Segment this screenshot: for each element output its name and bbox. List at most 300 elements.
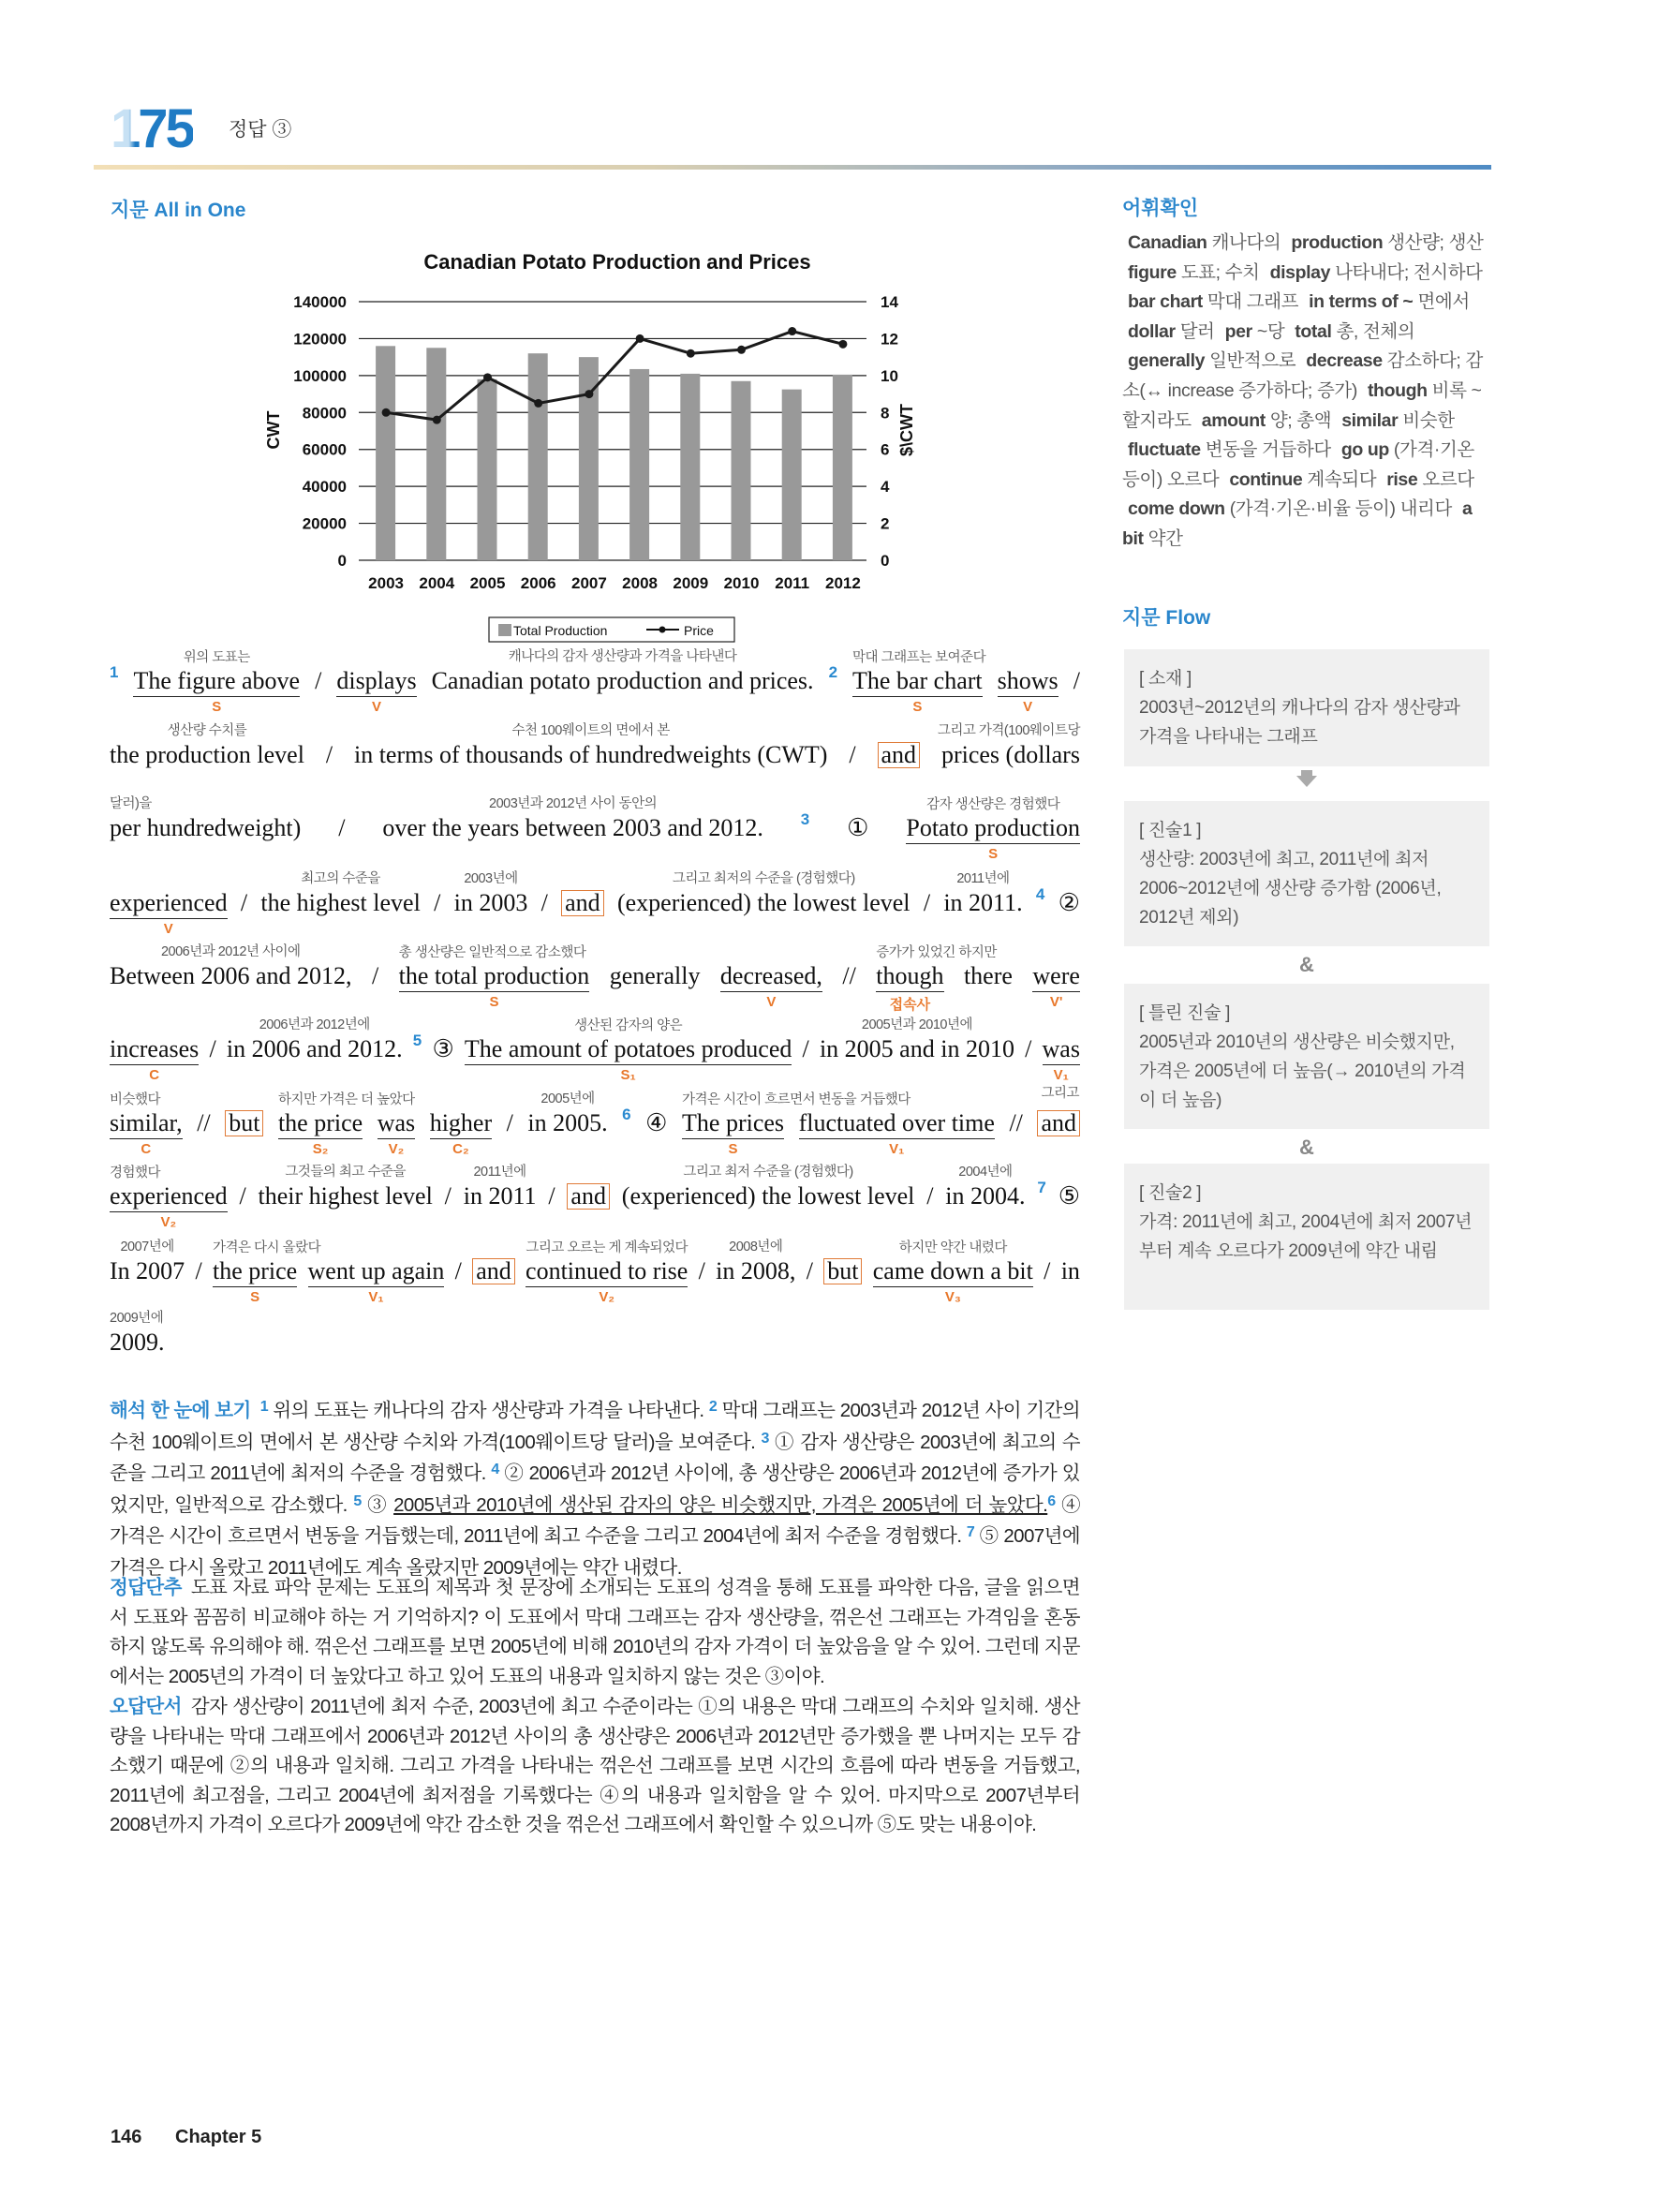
down-arrow-icon xyxy=(1296,776,1317,787)
gloss: 증가가 있었긴 하지만 xyxy=(876,945,997,960)
phrase: / xyxy=(698,1257,705,1284)
phrase: increases C xyxy=(110,1035,200,1083)
vocab-meaning: 일반적으로 xyxy=(1209,350,1296,372)
legend-bar-swatch xyxy=(498,624,511,636)
phrase: In 2007 2007년에 xyxy=(110,1257,185,1285)
phrase: decreased, V xyxy=(719,962,822,1010)
vocab-meaning: 양; 총액 xyxy=(1269,409,1332,431)
phrase: // xyxy=(842,962,856,989)
phrase: / xyxy=(338,814,346,841)
phrase: // xyxy=(1009,1109,1023,1136)
x-tick-label: 2012 xyxy=(824,574,861,592)
potato-chart xyxy=(0,234,1030,665)
gloss: 2003년과 2012년 사이 동안의 xyxy=(489,796,658,811)
passage-line xyxy=(110,1086,1080,1157)
gloss: 2011년에 xyxy=(956,871,1010,886)
phrase: came down a bit 하지만 약간 내렸다 V₃ xyxy=(873,1257,1033,1287)
conjunction-box: but xyxy=(225,1110,263,1136)
grammar-label: S xyxy=(912,699,923,715)
translation-label: 해석 한 눈에 보기 xyxy=(110,1400,251,1421)
phrase: in 2003 2003년에 xyxy=(454,889,528,917)
answer-label: 정답 ③ xyxy=(229,119,292,141)
gloss: 최고의 수준을 xyxy=(301,871,380,886)
wrong-answers-label: 오답단서 xyxy=(110,1696,182,1717)
x-tick-label: 2003 xyxy=(368,574,405,592)
gloss: 생산된 감자의 양은 xyxy=(574,1018,683,1033)
vocab-word: rise xyxy=(1386,468,1418,490)
passage-line xyxy=(110,1017,1080,1083)
passage-line xyxy=(110,944,1080,1013)
phrase: / xyxy=(209,1035,216,1062)
grammar-label: S₁ xyxy=(620,1067,636,1083)
header-divider xyxy=(94,165,1491,170)
vocab-word: go up xyxy=(1340,439,1389,461)
grammar-label: S xyxy=(728,1141,738,1157)
phrase: / xyxy=(849,741,856,768)
y2-tick-label: 8 xyxy=(881,404,890,423)
phrase: ① xyxy=(847,814,869,841)
vocab-meaning: 총, 전체의 xyxy=(1336,320,1415,342)
phrase: in 2006 and 2012. 2006년과 2012년에 xyxy=(227,1035,403,1063)
y2-tick-label: 10 xyxy=(881,366,898,385)
y-tick-label: 40000 xyxy=(302,478,347,497)
flow-box xyxy=(1124,649,1489,766)
conjunction-box: and xyxy=(878,742,921,768)
phrase: / xyxy=(325,741,333,768)
phrase: the highest level 최고의 수준을 xyxy=(260,889,420,917)
conjunction-box: but xyxy=(823,1258,862,1284)
flow-box-body: 2003년~2012년의 캐나다의 감자 생산량과 가격을 나타내는 그래프 xyxy=(1139,698,1460,747)
phrase: / xyxy=(506,1109,513,1136)
vocab-meaning: 나타내다; 전시하다 xyxy=(1335,261,1483,283)
gloss: 2004년에 xyxy=(958,1165,1013,1180)
grammar-label: S xyxy=(212,699,222,715)
grammar-label: V₂ xyxy=(160,1214,177,1230)
phrase: (experienced) the lowest level 그리고 최저 수준을 (경험했다) xyxy=(622,1182,915,1210)
y-tick-label: 140000 xyxy=(293,293,347,311)
flow-connector: & xyxy=(1299,1136,1314,1159)
y2-tick-label: 4 xyxy=(881,478,890,497)
phrase: 2009. 2009년에 xyxy=(110,1329,165,1357)
translation-text: ① 감자 생산량은 2003년에 최고의 수준을 그리고 2011년에 최저의 수준을 경험했다. xyxy=(110,1431,1080,1485)
phrase: The bar chart 막대 그래프는 보여준다 S xyxy=(852,667,983,697)
phrase: the production level 생산량 수치를 xyxy=(110,741,304,769)
vocab-word: bar chart xyxy=(1128,291,1203,313)
phrase: though 증가가 있었긴 하지만 접속사 xyxy=(876,962,943,992)
phrase: experienced 경험했다 V₂ xyxy=(110,1182,228,1212)
vocab-word: total xyxy=(1295,320,1332,342)
bar-total-production xyxy=(680,374,700,560)
legend-label-production: Total Production xyxy=(513,623,608,638)
phrase: / xyxy=(548,1182,555,1210)
passage-line xyxy=(110,796,1080,862)
conjunction-box: and 그리고 xyxy=(1037,1110,1080,1136)
phrase: in 2011. 2011년에 xyxy=(943,889,1022,917)
phrase: in 2005 and in 2010 2005년과 2010년에 xyxy=(820,1035,1014,1063)
sentence-number: 3 xyxy=(800,810,810,828)
grammar-label: S₂ xyxy=(312,1141,329,1157)
sentence-number: 1 xyxy=(110,663,119,681)
vocab-meaning: ~당 xyxy=(1256,320,1285,342)
gloss: 그리고 오르는 게 계속되었다 xyxy=(526,1240,688,1255)
x-tick-label: 2010 xyxy=(723,574,760,592)
gloss: 2007년에 xyxy=(120,1240,174,1254)
x-tick-label: 2005 xyxy=(469,574,506,592)
vocab-title: 어휘확인 xyxy=(1122,198,1199,219)
vocab-meaning: 도표; 수치 xyxy=(1180,261,1260,283)
phrase: Between 2006 and 2012, 2006년과 2012년 사이에 xyxy=(110,962,352,990)
phrase: in xyxy=(1060,1257,1080,1284)
sentence-number: 6 xyxy=(1047,1492,1056,1509)
grammar-label: C xyxy=(149,1067,160,1083)
bar-total-production xyxy=(732,381,751,560)
translation-text: 위의 도표는 캐나다의 감자 생산량과 가격을 나타낸다. xyxy=(268,1400,709,1421)
sentence-number: 4 xyxy=(1035,885,1045,903)
price-point xyxy=(788,327,796,335)
gloss: 경험했다 xyxy=(110,1165,161,1180)
phrase: / xyxy=(315,667,322,694)
y-tick-label: 0 xyxy=(337,552,347,570)
phrase: were V' xyxy=(1032,962,1080,1010)
y2-tick-label: 12 xyxy=(881,330,898,349)
gloss: 총 생산량은 일반적으로 감소했다 xyxy=(398,945,586,960)
vocab-meaning: 달러 xyxy=(1179,320,1215,342)
phrase: went up again V₁ xyxy=(307,1257,445,1305)
vocab-meaning: 비록 ~할지라도 xyxy=(1122,379,1482,431)
vocab-meaning: 비슷한 xyxy=(1402,409,1455,431)
phrase: in 2011 2011년에 xyxy=(464,1182,537,1210)
bar-total-production xyxy=(629,369,649,560)
x-tick-label: 2007 xyxy=(570,574,607,592)
phrase: // xyxy=(197,1109,211,1136)
translation-text: 막대 그래프는 2003년과 2012년 사이 기간의 수천 100웨이트의 면에서 본 생산량 수치와 가격(100웨이트당 달러)을 보여준다. xyxy=(110,1400,1080,1453)
x-tick-label: 2009 xyxy=(673,574,709,592)
phrase: ⑤ xyxy=(1058,1182,1080,1210)
phrase: their highest level 그것들의 최고 수준을 xyxy=(259,1182,433,1210)
gloss: 비슷했다 xyxy=(110,1092,161,1107)
wrong-answers-text: 감자 생산량이 2011년에 최저 수준, 2003년에 최고 수준이라는 ①의 내용은 막대 그래프의 수치와 일치해. 생산량을 나타내는 막대 그래프에서 2006년과 2012년 사이의 총 생산량은 2006년과 2012년만 증가했을 뿐 나머지는 모두 감소했기 때문에 ②의 내용과 일치해. 그리고 가격을 나타내는 꺾은선 그래프를 보면 시간의 흐름에 따라 변동을 거듭했고, 2011년에 최고점을, 그리고 2004년에 최저점을 기록했다는 ④의 내용과 일치함을 알 수 있어. 마지막으로 2007년부터 2008년까지 가격이 오르다가 2009년에 약간 감소한 것을 꺾은선 그래프에서 확인할 수 있으니까 ⑤도 맞는 내용이야. xyxy=(110,1696,1080,1836)
price-point xyxy=(585,390,593,398)
sentence-number: 5 xyxy=(353,1492,362,1509)
conjunction-box: and xyxy=(561,890,604,916)
flow-connector: & xyxy=(1299,953,1314,976)
grammar-label: V₁ xyxy=(889,1141,905,1157)
vocab-word: generally xyxy=(1128,350,1206,372)
phrase: the total production 총 생산량은 일반적으로 감소했다 S xyxy=(399,962,590,992)
phrase: the price 가격은 다시 올랐다 S xyxy=(213,1257,297,1287)
grammar-label: 접속사 xyxy=(889,997,931,1013)
phrase: ② xyxy=(1058,889,1080,916)
price-point xyxy=(382,408,391,417)
vocab-meaning: (가격·기온·비율 등이) 내리다 xyxy=(1229,498,1452,520)
vocab-word: in terms of ~ xyxy=(1309,291,1414,313)
vocab-word: display xyxy=(1269,261,1331,283)
gloss: 2006년과 2012년에 xyxy=(259,1017,370,1032)
sentence-number: 7 xyxy=(966,1524,975,1541)
passage-line xyxy=(110,871,1080,937)
phrase: / xyxy=(802,1035,809,1062)
bar-total-production xyxy=(376,346,395,560)
vocab-meaning: 면에서 xyxy=(1417,291,1470,313)
passage-line xyxy=(110,1240,1080,1305)
legend-point-swatch xyxy=(659,627,666,633)
vocab-word: dollar xyxy=(1128,320,1176,342)
section-title: 지문 All in One xyxy=(111,200,246,221)
phrase: in 2005. 2005년에 xyxy=(527,1109,607,1137)
gloss: 2009년에 xyxy=(110,1311,164,1326)
price-point xyxy=(687,349,695,358)
passage-line xyxy=(110,723,1080,769)
legend-label-price: Price xyxy=(684,623,714,638)
gloss: 감자 생산량은 경험했다 xyxy=(926,797,1060,812)
gloss: 캐나다의 감자 생산량과 가격을 나타낸다 xyxy=(508,649,737,664)
phrase: continued to rise 그리고 오르는 게 계속되었다 V₂ xyxy=(526,1257,688,1287)
grammar-label: V xyxy=(163,921,173,937)
vocab-word: continue xyxy=(1229,468,1303,490)
y-tick-label: 120000 xyxy=(293,330,347,349)
y2-axis-label: $\CWT xyxy=(897,404,916,456)
answer-key-text: 도표 자료 파악 문제는 도표의 제목과 첫 문장에 소개되는 도표의 성격을 통해 도표를 파악한 다음, 글을 읽으면서 도표와 꼼꼼히 비교해야 하는 거 기억하지? 이 도표에서 막대 그래프는 감자 생산량을, 꺾은선 그래프는 가격임을 혼동하지 않도록 유의해야 해. 꺾은선 그래프를 보면 2005년에 비해 2010년의 감자 가격이 더 높았음을 알 수 있어. 그런데 지문에서는 2005년의 가격이 더 높았다고 하고 있어 도표의 내용과 일치하지 않는 것은 ③이야. xyxy=(110,1577,1080,1687)
sentence-number: 2 xyxy=(708,1399,718,1415)
gloss: 그리고 xyxy=(1041,1086,1079,1101)
phrase: was V₁ xyxy=(1042,1035,1080,1083)
bar-total-production xyxy=(528,353,548,560)
phrase: The prices 가격은 시간이 흐르면서 변동을 거듭했다 S xyxy=(682,1109,784,1139)
phrase: / xyxy=(454,1257,462,1284)
y2-tick-label: 14 xyxy=(881,293,898,311)
gloss: 하지만 약간 내렸다 xyxy=(898,1240,1007,1255)
grammar-label: V₁ xyxy=(1053,1067,1069,1083)
vocab-word: similar xyxy=(1341,409,1399,431)
bar-total-production xyxy=(782,390,802,560)
price-point xyxy=(737,346,746,354)
translation-text: ③ xyxy=(361,1493,394,1516)
y-tick-label: 80000 xyxy=(302,404,347,423)
grammar-label: S xyxy=(489,994,499,1010)
vocab-word: per xyxy=(1224,320,1252,342)
price-point xyxy=(534,399,542,408)
vocab-meaning: 캐나다의 xyxy=(1211,232,1281,253)
grammar-label: V xyxy=(371,699,381,715)
phrase: The figure above 위의 도표는 S xyxy=(133,667,300,697)
gloss: 위의 도표는 xyxy=(183,650,250,665)
flow-box-heading: [ 진술1 ] xyxy=(1139,821,1202,840)
passage-line xyxy=(110,1311,1080,1357)
flow-title: 지문 Flow xyxy=(1122,607,1211,629)
vocab-meaning: 오르다 xyxy=(1422,468,1474,490)
x-tick-label: 2006 xyxy=(520,574,556,592)
vocab-word: a bit xyxy=(1122,498,1473,549)
vocab-word: decrease xyxy=(1306,350,1383,372)
sentence-number: 4 xyxy=(491,1462,499,1478)
phrase: higher C₂ xyxy=(429,1109,493,1157)
vocab-word: come down xyxy=(1128,498,1225,520)
phrase: generally xyxy=(609,962,701,989)
y-tick-label: 20000 xyxy=(302,514,347,533)
x-tick-label: 2011 xyxy=(775,574,810,592)
phrase: / xyxy=(1044,1257,1051,1284)
sentence-number: 3 xyxy=(761,1430,769,1447)
vocab-word: fluctuate xyxy=(1128,439,1201,461)
phrase: displays V xyxy=(336,667,417,715)
phrase: in 2008, 2008년에 xyxy=(716,1257,795,1285)
y2-tick-label: 2 xyxy=(881,514,890,533)
gloss: 2008년에 xyxy=(729,1240,783,1254)
vocab-list xyxy=(1122,229,1489,555)
grammar-label: C xyxy=(141,1141,152,1157)
phrase: ③ xyxy=(432,1035,454,1062)
flow-box-heading: [ 소재 ] xyxy=(1139,669,1192,689)
phrase: the price 하지만 가격은 더 높았다 S₂ xyxy=(278,1109,363,1139)
flow-box-heading: [ 진술2 ] xyxy=(1139,1183,1202,1203)
bar-total-production xyxy=(478,379,497,560)
phrase: / xyxy=(806,1257,813,1284)
flow-box-body: 생산량: 2003년에 최고, 2011년에 최저 2006~2012년에 생산량 증가함 (2006년, 2012년 제외) xyxy=(1139,850,1442,928)
flow-box xyxy=(1124,801,1489,946)
sentence-number: 6 xyxy=(622,1106,631,1123)
phrase: prices (dollars 그리고 가격(100웨이트당 xyxy=(941,741,1080,769)
question-number: 175 xyxy=(111,98,193,159)
phrase: / xyxy=(195,1257,202,1284)
vocab-meaning: 막대 그래프 xyxy=(1207,291,1299,313)
passage-line xyxy=(110,1165,1080,1230)
phrase: / xyxy=(1073,667,1080,694)
chart-title: Canadian Potato Production and Prices xyxy=(423,250,811,274)
phrase: ④ xyxy=(645,1109,668,1136)
passage-line xyxy=(110,649,1080,715)
flow-box-heading: [ 틀린 진술 ] xyxy=(1139,1003,1231,1023)
translation-underlined: 2005년과 2010년에 생산된 감자의 양은 비슷했지만, 가격은 2005년에 더 높았다. xyxy=(393,1493,1048,1516)
y-axis-label: CWT xyxy=(264,410,283,450)
phrase: / xyxy=(239,1182,246,1210)
flow-box-body: 가격: 2011년에 최고, 2004년에 최저 2007년부터 계속 오르다가 2009년에 약간 내림 xyxy=(1139,1212,1473,1261)
gloss: 생산량 수치를 xyxy=(167,723,247,738)
phrase: Canadian potato production and prices. 캐나다의 감자 생산량과 가격을 나타낸다 xyxy=(432,667,814,695)
sentence-number: 1 xyxy=(259,1399,268,1415)
gloss: 하지만 가격은 더 높았다 xyxy=(277,1092,415,1107)
vocab-meaning: (가격·기온 등이) 오르다 xyxy=(1122,439,1474,490)
phrase: / xyxy=(540,889,548,916)
gloss: 그것들의 최고 수준을 xyxy=(285,1165,406,1180)
bar-total-production xyxy=(426,348,446,560)
gloss: 2006년과 2012년 사이에 xyxy=(160,944,301,959)
vocab-meaning: 계속되다 xyxy=(1307,468,1377,490)
vocab-meaning: 약간 xyxy=(1147,527,1183,549)
gloss: 그리고 최저 수준을 (경험했다) xyxy=(683,1165,853,1180)
phrase: shows V xyxy=(997,667,1059,715)
gloss: 2005년에 xyxy=(540,1091,595,1106)
gloss: 그리고 최저의 수준을 (경험했다) xyxy=(672,871,855,886)
grammar-label: S xyxy=(250,1289,260,1305)
phrase: The amount of potatoes produced 생산된 감자의 양은 S₁ xyxy=(465,1035,792,1065)
flow-box-body: 2005년과 2010년의 생산량은 비슷했지만, 가격은 2005년에 더 높음(→ 2010년의 가격이 더 높음) xyxy=(1139,1032,1466,1110)
gloss: 수천 100웨이트의 면에서 본 xyxy=(511,723,670,738)
translation-paragraph xyxy=(110,1396,1080,1583)
phrase: / xyxy=(923,889,931,916)
phrase: / xyxy=(1025,1035,1032,1062)
price-point xyxy=(433,416,441,424)
grammar-label: V₂ xyxy=(388,1141,405,1157)
conjunction-box: and xyxy=(472,1258,515,1284)
y-tick-label: 60000 xyxy=(302,440,347,459)
y2-tick-label: 0 xyxy=(881,552,890,570)
vocab-word: Canadian xyxy=(1128,232,1207,253)
phrase: similar, 비슷했다 C xyxy=(110,1109,183,1139)
translation-text: ⑤ 2007년에 가격은 다시 올랐고 2011년에도 계속 올랐지만 2009년에는 약간 내렸다. xyxy=(110,1525,1080,1579)
wrong-answers-paragraph xyxy=(110,1692,1080,1840)
gloss: 달러)을 xyxy=(110,796,152,811)
price-point xyxy=(636,334,644,343)
gloss: 그리고 가격(100웨이트당 xyxy=(937,723,1080,738)
grammar-label: V xyxy=(1023,699,1033,715)
phrase: per hundredweight) 달러)을 xyxy=(110,814,301,842)
vocab-word: figure xyxy=(1128,261,1177,283)
gloss: 가격은 시간이 흐르면서 변동을 거듭했다 xyxy=(682,1092,911,1107)
phrase: fluctuated over time V₁ xyxy=(798,1109,995,1157)
phrase: was V₂ xyxy=(377,1109,416,1157)
sentence-number: 7 xyxy=(1037,1179,1046,1196)
phrase: Potato production 감자 생산량은 경험했다 S xyxy=(906,814,1080,844)
gloss: 2011년에 xyxy=(473,1165,526,1180)
phrase: in terms of thousands of hundredweights (CWT) 수천 100웨이트의 면에서 본 xyxy=(354,741,827,769)
translation-text: ④ 가격은 시간이 흐르면서 변동을 거듭했는데, 2011년에 최고 수준을 그리고 2004년에 최저 수준을 경험했다. xyxy=(110,1493,1080,1548)
gloss: 2005년과 2010년에 xyxy=(861,1017,972,1032)
price-point xyxy=(483,373,492,381)
vocab-word: though xyxy=(1367,379,1428,401)
y-tick-label: 100000 xyxy=(293,366,347,385)
answer-key-paragraph xyxy=(110,1573,1080,1691)
grammar-label: V₂ xyxy=(599,1289,615,1305)
grammar-label: S xyxy=(988,846,999,862)
phrase: there xyxy=(963,962,1013,989)
grammar-label: V xyxy=(766,994,777,1010)
sentence-number: 2 xyxy=(828,663,838,681)
grammar-label: C₂ xyxy=(452,1141,469,1157)
vocab-word: production xyxy=(1291,232,1384,253)
phrase: / xyxy=(371,962,379,989)
phrase: / xyxy=(434,889,441,916)
x-tick-label: 2004 xyxy=(419,574,455,592)
grammar-label: V₃ xyxy=(944,1289,961,1305)
gloss: 가격은 다시 올랐다 xyxy=(213,1240,321,1255)
phrase: over the years between 2003 and 2012. 2003년과 2012년 사이 동안의 xyxy=(382,814,762,842)
flow-box xyxy=(1124,984,1489,1129)
phrase: experienced V xyxy=(110,889,228,937)
answer-key-label: 정답단추 xyxy=(110,1577,182,1598)
page-number: 146 xyxy=(111,2127,142,2147)
sentence-number: 5 xyxy=(412,1032,422,1049)
phrase: / xyxy=(240,889,248,916)
gloss: 막대 그래프는 보여준다 xyxy=(852,650,986,665)
chapter-label: Chapter 5 xyxy=(175,2127,262,2147)
vocab-meaning: 감소하다; 감소(↔ increase 증가하다; 증가) xyxy=(1122,350,1483,401)
price-point xyxy=(838,340,847,349)
gloss: 2003년에 xyxy=(464,871,518,886)
vocab-meaning: 변동을 거듭하다 xyxy=(1205,439,1331,461)
vocab-meaning: 생산량; 생산 xyxy=(1387,232,1484,253)
translation-text: ② 2006년과 2012년 사이에, 총 생산량은 2006년과 2012년에 증가가 있었지만, 일반적으로 감소했다. xyxy=(110,1462,1080,1516)
bar-total-production xyxy=(833,375,852,560)
vocab-word: amount xyxy=(1201,409,1266,431)
y2-tick-label: 6 xyxy=(881,440,890,459)
flow-box xyxy=(1124,1164,1489,1310)
x-tick-label: 2008 xyxy=(622,574,659,592)
phrase: in 2004. 2004년에 xyxy=(945,1182,1025,1210)
grammar-label: V₁ xyxy=(368,1289,384,1305)
phrase: / xyxy=(926,1182,934,1210)
phrase: (experienced) the lowest level 그리고 최저의 수준을 (경험했다) xyxy=(617,889,911,917)
grammar-label: V' xyxy=(1049,994,1063,1010)
